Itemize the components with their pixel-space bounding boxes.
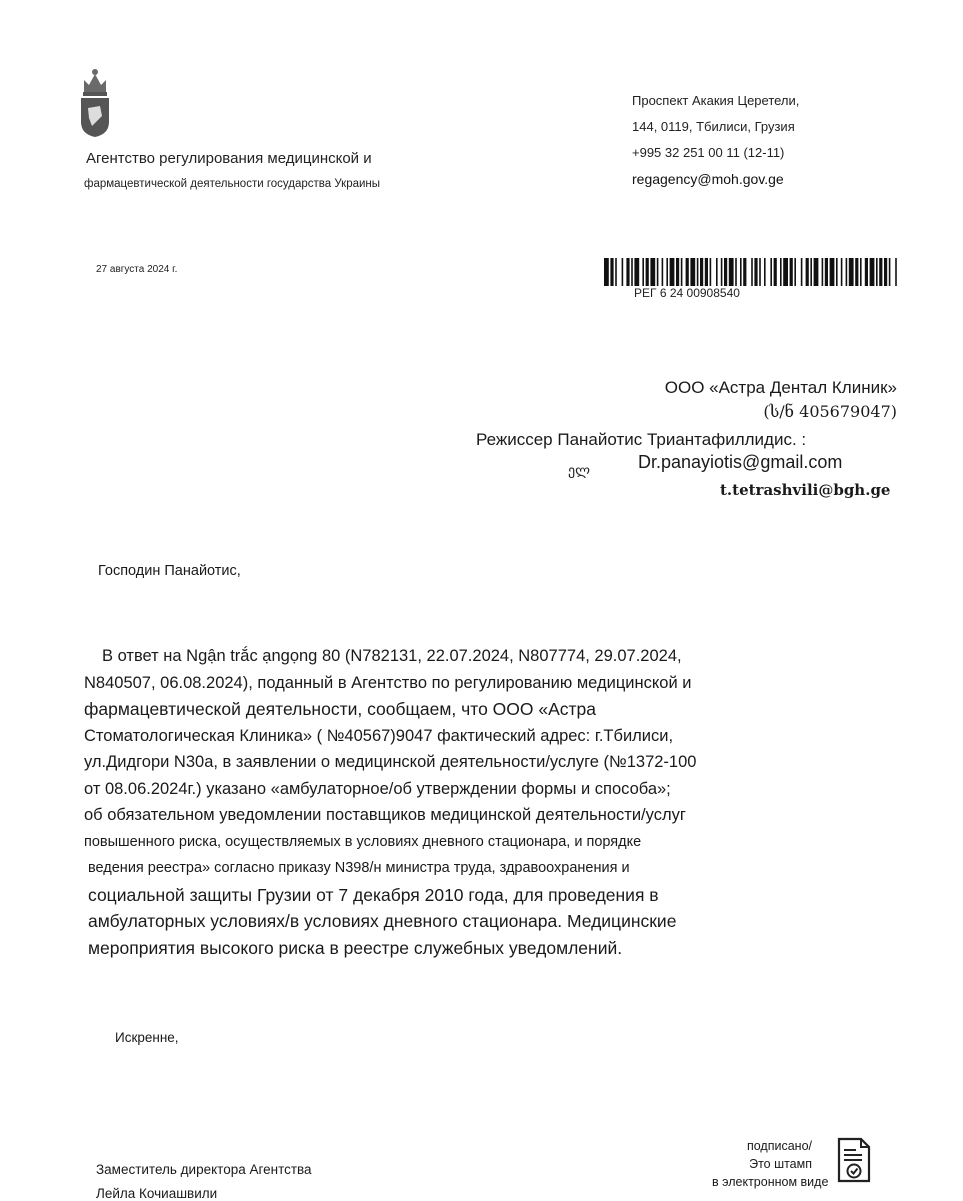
- body-line: социальной защиты Грузии от 7 декабря 2010 года, для проведения в: [88, 884, 659, 905]
- agency-phone: +995 32 251 00 11 (12-11): [632, 145, 785, 160]
- stamp-line: Это штамп: [749, 1157, 812, 1171]
- agency-email: regagency@moh.gov.ge: [632, 171, 784, 187]
- coat-of-arms-icon: [78, 66, 112, 138]
- body-line: амбулаторных условиях/в условиях дневного стационара. Медицинские: [88, 911, 677, 931]
- signatory-name: Лейла Кочиашвили: [96, 1186, 218, 1201]
- body-line: Стоматологическая Клиника» ( №40567)9047 фактический адрес: г.Тбилиси,: [84, 726, 674, 745]
- body-line: ведения реестра» согласно приказу N398/н министра труда, здравоохранения и: [88, 860, 630, 876]
- letter-greeting: Господин Панайотис,: [98, 563, 241, 579]
- body-line: ул.Дидгори N30а, в заявлении о медицинской деятельности/услуге (№1372-100: [84, 753, 697, 771]
- recipient-email-primary: Dr.panayiotis@gmail.com: [638, 452, 843, 472]
- recipient-block: [665, 376, 897, 424]
- recipient-company: ООО «Астра Дентал Клиник»: [664, 378, 897, 397]
- letter-body: [84, 643, 904, 961]
- letter-date: 27 августа 2024 г.: [96, 264, 178, 275]
- letter-closing: Искренне,: [115, 1030, 179, 1045]
- body-line: фармацевтической деятельности, сообщаем, что ООО «Астра: [84, 699, 597, 719]
- address-city: 144, 0119, Тбилиси, Грузия: [632, 119, 795, 134]
- barcode-icon: [604, 258, 898, 286]
- signed-document-icon: [836, 1136, 872, 1184]
- body-line: от 08.06.2024г.) указано «амбулаторное/об утверждении формы и способа»;: [84, 779, 671, 798]
- stamp-line: подписано/: [746, 1139, 812, 1153]
- body-line: N840507, 06.08.2024), поданный в Агентство по регулированию медицинской и: [84, 673, 692, 692]
- agency-name-line1: Агентство регулирования медицинской и: [86, 150, 372, 167]
- electronic-stamp-text: [712, 1137, 829, 1191]
- body-line: повышенного риска, осуществляемых в условиях дневного стационара, и порядке: [84, 833, 642, 850]
- registration-number: РЕГ 6 24 00908540: [634, 286, 740, 300]
- recipient-director: Режиссер Панайотис Триантафиллидис. :: [476, 430, 807, 449]
- body-line: мероприятия высокого риска в реестре служебных уведомлений.: [88, 937, 623, 958]
- address-street: Проспект Акакия Церетели,: [632, 93, 800, 108]
- recipient-id: (ს/ნ 405679047): [763, 402, 897, 421]
- agency-name-line2: фармацевтической деятельности государства Украины: [84, 178, 381, 190]
- email-label: ელ: [568, 462, 591, 478]
- recipient-email-secondary: t.tetrashvili@bgh.ge: [720, 481, 891, 499]
- body-line: об обязательном уведомлении поставщиков медицинской деятельности/услуг: [84, 806, 686, 824]
- stamp-line: в электронном виде: [712, 1175, 829, 1189]
- agency-address-block: [632, 88, 799, 192]
- body-line: В ответ на Ngận trắc ạngọng 80 (N782131, 22.07.2024, N807774, 29.07.2024,: [102, 647, 682, 665]
- signatory-title: Заместитель директора Агентства: [96, 1162, 312, 1177]
